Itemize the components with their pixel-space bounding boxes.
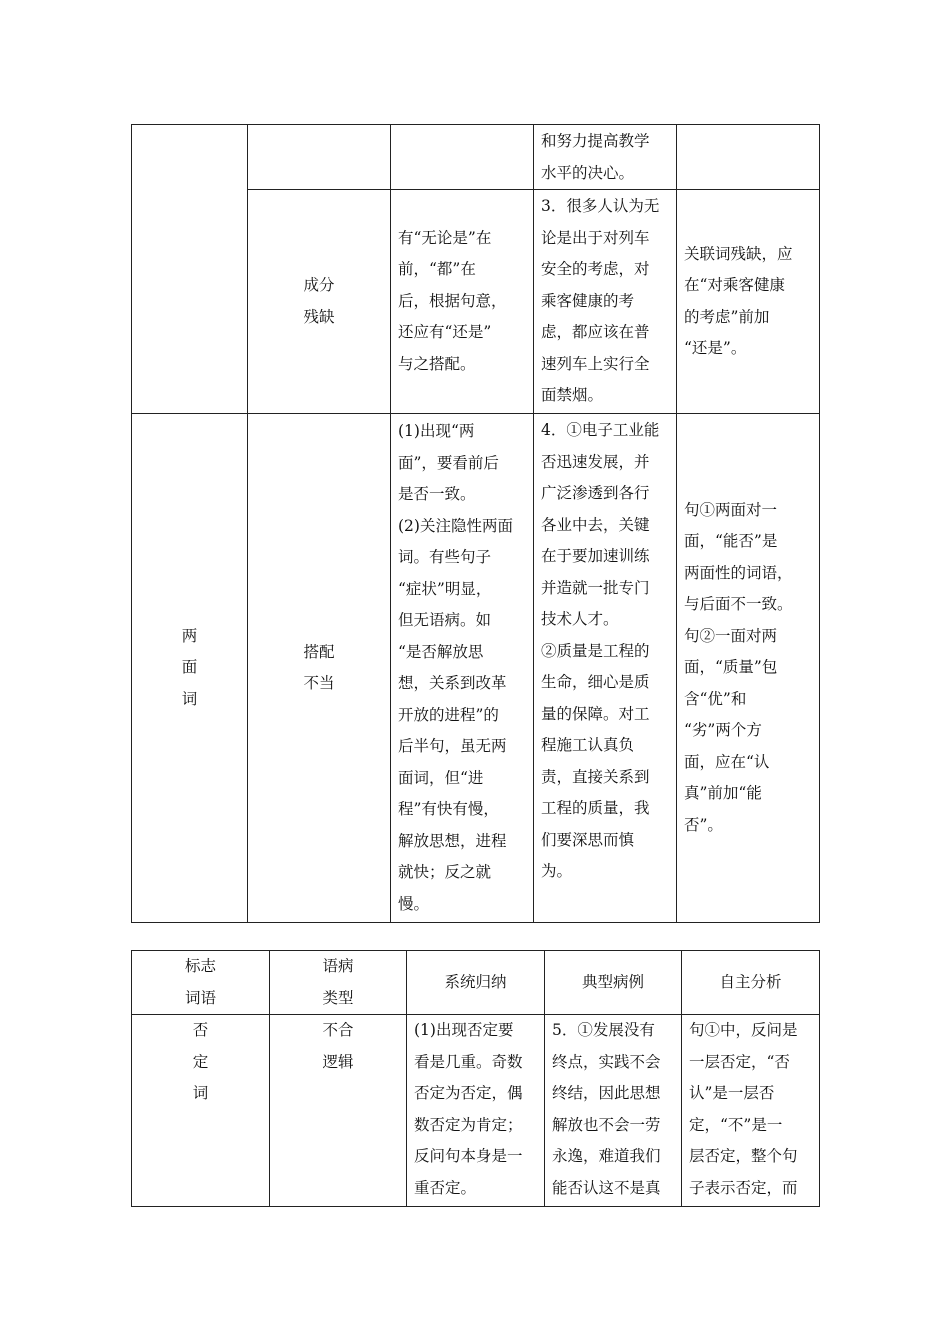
analysis-cell: 句①中，反问是 一层否定，“否 认”是一层否 定，“不”是一 层否定，整个句 子表示否定，而 [682, 1015, 820, 1207]
header-error-type: 语病 类型 [270, 951, 407, 1015]
analysis-cell: 句①两面对一 面，“能否”是 两面性的词语， 与后面不一致。 句②一面对两 面，“质量”包 含“优”和 “劣”两个方 面，应在“认 真”前加“能 否”。 [677, 414, 820, 923]
header-summary: 系统归纳 [407, 951, 545, 1015]
summary-cell: (1)出现否定要 看是几重。奇数 否定为否定，偶 数否定为肯定； 反问句本身是一 重否定。 [407, 1015, 545, 1207]
example-cell: 3．很多人认为无 论是出于对列车 安全的考虑，对 乘客健康的考 虑，都应该在普 速列车上实行全 面禁烟。 [534, 190, 677, 414]
table-row [132, 125, 820, 190]
table-row [132, 1015, 820, 1207]
error-type-cell: 搭配 不当 [248, 414, 391, 923]
grammar-table-negation [131, 950, 820, 1207]
summary-cell: 有“无论是”在 前，“都”在 后，根据句意， 还应有“还是” 与之搭配。 [391, 190, 534, 414]
error-type-cell: 不合 逻辑 [270, 1015, 407, 1207]
summary-cell: (1)出现“两 面”，要看前后 是否一致。 (2)关注隐性两面 词。有些句子 “症状”明显， 但无语病。如 “是否解放思 想，关系到改革 开放的进程”的 后半句，虽无两 面词，但“进 程”有快有慢， 解放思想，进程 就快；反之就 慢。 [391, 414, 534, 923]
table-header-row [132, 951, 820, 1015]
analysis-cell: 关联词残缺，应 在“对乘客健康 的考虑”前加 “还是”。 [677, 190, 820, 414]
error-type-cell [248, 125, 391, 190]
header-analysis: 自主分析 [682, 951, 820, 1015]
analysis-cell [677, 125, 820, 190]
example-cell: 和努力提高教学 水平的决心。 [534, 125, 677, 190]
header-example: 典型病例 [545, 951, 682, 1015]
example-cell: 4．①电子工业能 否迅速发展，并 广泛渗透到各行 各业中去，关键 在于要加速训练 并造就一批专门 技术人才。 ②质量是工程的 生命，细心是质 量的保障。对工 程施工认真负 责，直接关系到 工程的质量，我 们要深思而慎 为。 [534, 414, 677, 923]
marker-word-cell [132, 125, 248, 414]
example-cell: 5．①发展没有 终点，实践不会 终结，因此思想 解放也不会一劳 永逸，难道我们 能否认这不是真 [545, 1015, 682, 1207]
header-marker-word: 标志 词语 [132, 951, 270, 1015]
table-row [132, 414, 820, 923]
error-type-cell: 成分 残缺 [248, 190, 391, 414]
marker-word-cell: 两 面 词 [132, 414, 248, 923]
marker-word-cell: 否 定 词 [132, 1015, 270, 1207]
grammar-table-continued [131, 124, 820, 923]
summary-cell [391, 125, 534, 190]
